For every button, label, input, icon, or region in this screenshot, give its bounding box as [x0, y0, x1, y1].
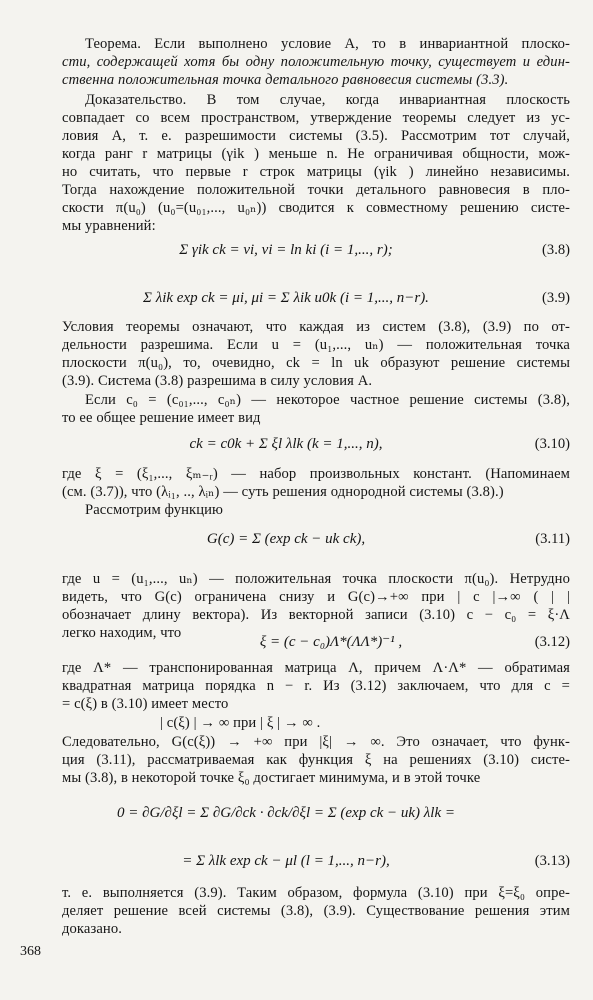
theorem-line-3: ственна положительная точка детального равновесия системы (3.3).	[62, 72, 509, 88]
equation-tag: (3.9)	[542, 290, 570, 306]
equation-formula: ξ = (c − c₀)Λ*(ΛΛ*)⁻¹ ,	[259, 634, 403, 650]
equation-3-11	[62, 521, 570, 557]
proof-line: деляет решение всей системы (3.8), (3.9). Существование решения этим	[62, 903, 570, 919]
proof-line: Тогда нахождение положительной точки детального равновесия в пло-	[62, 182, 570, 198]
proof-line: (см. (3.7)), что (λᵢ₁, .., λᵢₙ) — суть решения однородной системы (3.8).)	[62, 484, 504, 500]
proof-line: ция (3.11), рассматриваемая как функция ξ на решениях (3.10) систе-	[62, 752, 570, 768]
proof-line: где ξ = (ξ₁,..., ξₘ₋ᵣ) — набор произвольных констант. (Напоминаем	[62, 466, 570, 482]
proof-line: легко находим, что	[62, 625, 182, 641]
equation-formula: ck = c0k + Σ ξl λlk (k = 1,..., n),	[189, 436, 383, 452]
equation-3-13-line-2	[62, 843, 570, 879]
equation-3-12	[62, 624, 570, 660]
proof-line: совпадает со всем пространством, утверждение теоремы следует из ус-	[62, 110, 570, 126]
proof-line: обозначает длину вектора). Из векторной записи (3.10) c − c₀ = ξ·Λ	[62, 607, 570, 623]
equation-tag: (3.8)	[542, 242, 570, 258]
equation-3-10	[62, 426, 570, 462]
equation-tag: (3.13)	[534, 853, 570, 869]
equation-3-13-line-1	[62, 790, 570, 836]
proof-line: скости π(u₀) (u₀=(u₀₁,..., u₀ₙ)) сводится к совместному решению систе-	[62, 200, 570, 216]
proof-line: Если c₀ = (c₀₁,..., c₀ₙ) — некоторое частное решение системы (3.8),	[85, 392, 570, 408]
proof-line: = c(ξ) в (3.10) имеет место	[62, 696, 229, 712]
proof-line: то ее общее решение имеет вид	[62, 410, 261, 426]
equation-formula: 0 = ∂G/∂ξl = Σ ∂G/∂ck · ∂ck/∂ξl = Σ (exp ck − uk) λlk =	[117, 805, 455, 821]
equation-tag: (3.11)	[535, 531, 570, 547]
proof-line: Доказательство. В том случае, когда инвариантная плоскость	[85, 92, 570, 108]
proof-line: но считать, что первые r строк матрицы (γik ) линейно независимы.	[62, 164, 570, 180]
equation-formula: Σ γik ck = νi, νi = ln ki (i = 1,..., r);	[179, 242, 393, 258]
theorem-line-1: Теорема. Если выполнено условие A, то в инвариантной плоско-	[85, 36, 570, 52]
proof-line: квадратная матрица порядка n − r. Из (3.12) заключаем, что для c =	[62, 678, 570, 694]
proof-line: Рассмотрим функцию	[85, 502, 224, 518]
theorem-line-2: сти, содержащей хотя бы одну положительную точку, существует и един-	[62, 54, 570, 70]
limit-statement: | c(ξ) | → ∞ при | ξ | → ∞ .	[160, 715, 321, 731]
equation-3-8	[62, 232, 570, 268]
proof-line: где u = (u₁,..., uₙ) — положительная точка плоскости π(u₀). Нетрудно	[62, 571, 570, 587]
proof-line: мы (3.8), в некоторой точке ξ₀ достигает минимума, и в этой точке	[62, 770, 481, 786]
proof-line: доказано.	[62, 921, 122, 937]
equation-3-9	[62, 280, 570, 316]
proof-line: т. е. выполняется (3.9). Таким образом, формула (3.10) при ξ=ξ₀ опре-	[62, 885, 570, 901]
equation-tag: (3.10)	[534, 436, 570, 452]
page-number: 368	[20, 944, 41, 959]
equation-formula: G(c) = Σ (exp ck − uk ck),	[206, 531, 366, 547]
proof-line: Условия теоремы означают, что каждая из систем (3.8), (3.9) по от-	[62, 319, 570, 335]
proof-line: Следовательно, G(c(ξ)) → +∞ при |ξ| → ∞. Это означает, что функ-	[62, 734, 570, 750]
proof-line: плоскости π(u₀), то, очевидно, ck = ln uk образуют решение системы	[62, 355, 570, 371]
proof-line: ловия A, т. е. разрешимости системы (3.5). Рассмотрим тот случай,	[62, 128, 570, 144]
proof-line: видеть, что G(c) ограничена снизу и G(c)→+∞ при | c |→∞ ( | |	[62, 589, 570, 605]
proof-line: (3.9). Система (3.8) разрешима в силу условия A.	[62, 373, 373, 389]
proof-line: где Λ* — транспонированная матрица Λ, причем Λ·Λ* — обратимая	[62, 660, 570, 676]
equation-formula: = Σ λlk exp ck − μl (l = 1,..., n−r),	[182, 853, 390, 869]
equation-formula: Σ λik exp ck = μi, μi = Σ λik u0k (i = 1,..., n−r).	[143, 290, 429, 306]
proof-line: когда ранг r матрицы (γik ) меньше n. Не ограничивая общности, мож-	[62, 146, 570, 162]
proof-line: дельности разрешима. Если u = (u₁,..., uₙ) — положительная точка	[62, 337, 570, 353]
proof-line: мы уравнений:	[62, 218, 156, 234]
equation-tag: (3.12)	[534, 634, 570, 650]
